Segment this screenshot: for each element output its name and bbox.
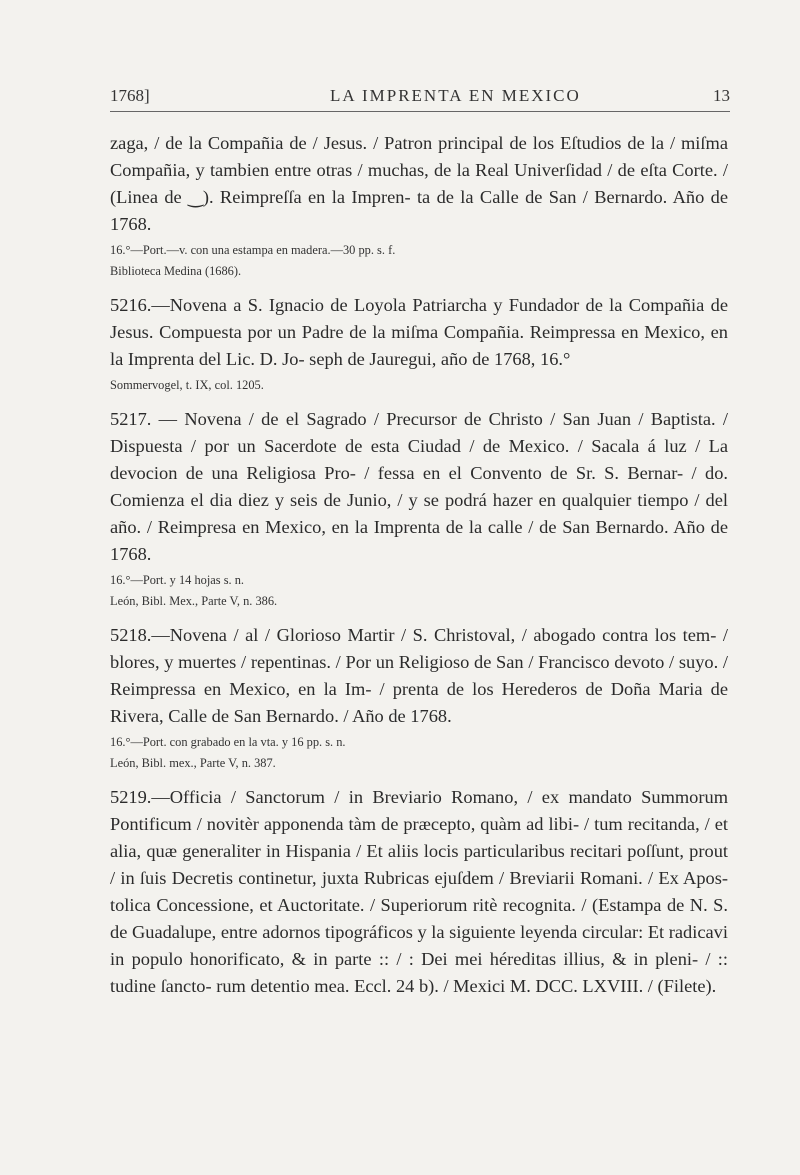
entry-note: Sommervogel, t. IX, col. 1205. (110, 378, 264, 392)
entry-text: 5217. — Novena / de el Sagrado / Precursor de Christo / San Juan / Baptista. / Dispuesta / por un Sacerdote de esta Ciudad / de Mexico. / Sacala á luz / La devocion de una Religiosa Pro- / fessa en el Convento de Sr. S. Bernar- / do. Comienza el dia diez y seis de Junio, / y se podrá hazer en qualquier tiempo / del año. / Reimpresa en Mexico, en la Imprenta de la calle / de San Bernardo. Año de 1768. (110, 409, 728, 564)
entry-5216 (110, 292, 728, 394)
header-title: LA IMPRENTA EN MEXICO (330, 86, 581, 105)
entry-5219 (110, 784, 728, 1000)
entry-5217 (110, 406, 728, 610)
entry-note: 16.°—Port. y 14 hojas s. n. (110, 573, 245, 587)
entry-text: 5216.—Novena a S. Ignacio de Loyola Patriarcha y Fundador de la Compañia de Jesus. Compuesta por un Padre de la miſma Compañia. Reimpressa en Mexico, en la Imprenta del Lic. D. Jo- seph de Jauregui, año de 1768, 16.° (110, 295, 728, 369)
entry-text: zaga, / de la Compañia de / Jesus. / Patron principal de los Eſtudios de la / miſma Compañia, y tambien entre otras / muchas, de la Real Univerſidad / de eſta Corte. / (Linea de ‿). Reimpreſſa en la Impren- ta de la Calle de San / Bernardo. Año de 1768. (110, 133, 728, 234)
entry-note: León, Bibl. Mex., Parte V, n. 386. (110, 594, 278, 608)
entry-text: 5219.—Officia / Sanctorum / in Breviario Romano, / ex mandato Summorum Pontificum / novitèr apponenda tàm de præcepto, quàm ad libi- / tum recitanda, / et alia, quæ generaliter in Hispania / Et aliis locis particularibus recitari poſſunt, prout / in ſuis Decretis continetur, juxta Rubricas ejuſdem / Breviarii Romani. / Ex Apos- tolica Concessione, et Auctoritate. / Superiorum ritè recognita. / (Estampa de N. S. de Guadalupe, entre adornos tipográficos y la siguiente leyenda circular: Et radicavi in populo honorificato, & in parte :: / : Dei mei héreditas illius, & in pleni- / :: tudine ſancto- rum detentio mea. Eccl. 24 b). / Mexici M. DCC. LXVIII. / (Filete). (110, 787, 728, 996)
header-year: 1768] (110, 86, 150, 105)
running-header (110, 86, 730, 110)
entry-note: 16.°—Port. con grabado en la vta. y 16 pp. s. n. (110, 735, 346, 749)
entry-note: Biblioteca Medina (1686). (110, 264, 242, 278)
entry-note: 16.°—Port.—v. con una estampa en madera.—30 pp. s. f. (110, 243, 396, 257)
page-body (110, 130, 728, 1012)
page-number: 13 (713, 86, 730, 105)
entry-text: 5218.—Novena / al / Glorioso Martir / S. Christoval, / abogado contra los tem- / blores, y muertes / repentinas. / Por un Religioso de San / Francisco devoto / suyo. / Reimpressa en Mexico, en la Im- / prenta de los Herederos de Doña Maria de Rivera, Calle de San Bernardo. / Año de 1768. (110, 625, 728, 726)
entry-5215-continued (110, 130, 728, 280)
entry-5218 (110, 622, 728, 772)
header-rule (110, 111, 730, 112)
entry-note: León, Bibl. mex., Parte V, n. 387. (110, 756, 276, 770)
